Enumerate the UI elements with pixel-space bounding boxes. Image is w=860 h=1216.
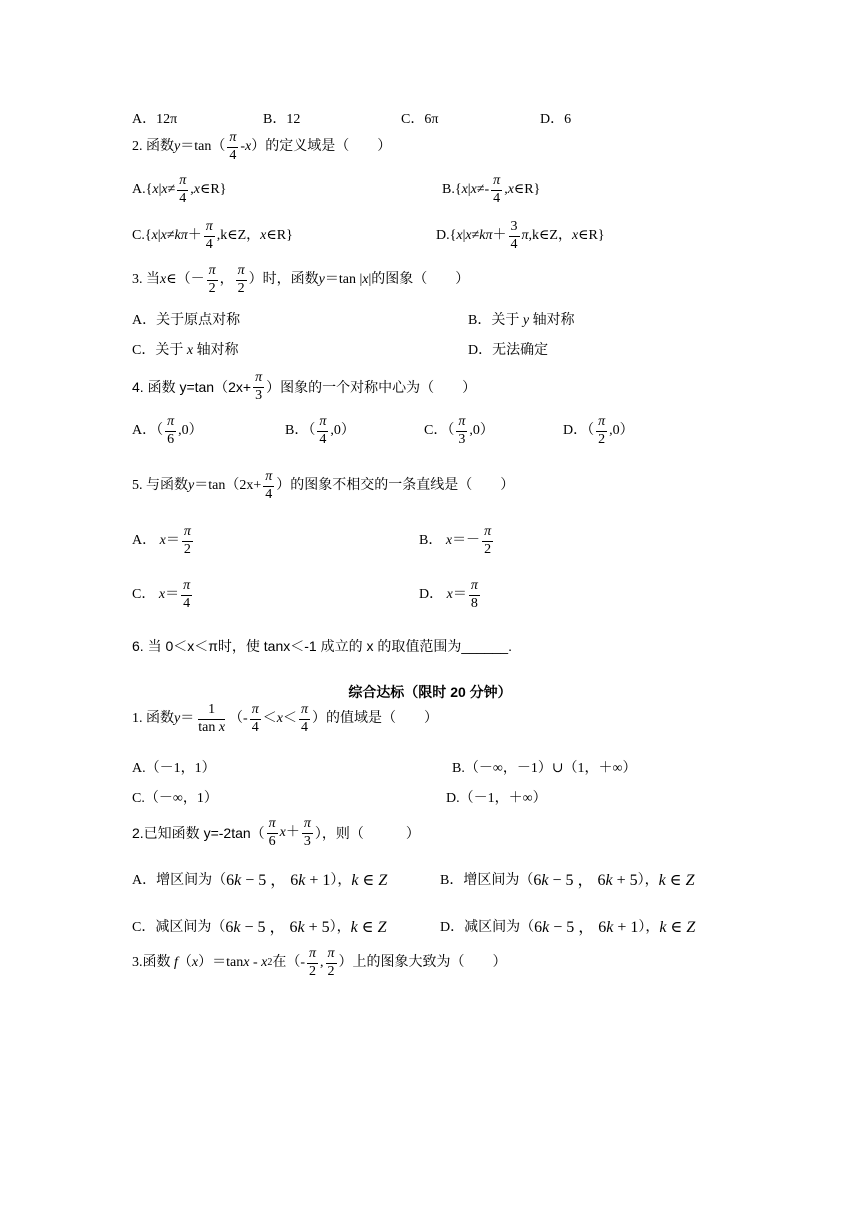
fraction [207, 264, 218, 296]
option-label: D．（ [563, 423, 595, 439]
minus-5: − 5 ， [241, 872, 291, 889]
set-r: ∈R} [513, 182, 541, 198]
question-2-option-c [132, 220, 293, 252]
section-question-2-option-d [440, 920, 695, 936]
fraction [317, 415, 328, 447]
set-r: ∈R} [266, 228, 293, 244]
stem-text: 3.函数 [132, 955, 171, 971]
var-x: x [191, 955, 199, 971]
fraction [509, 220, 520, 252]
num-6: 6 [289, 919, 298, 936]
question-2-option-d [436, 220, 605, 252]
var-k: k [542, 919, 550, 936]
denominator: 4 [251, 719, 259, 735]
stem-text: 2.已知函数 y=-2tan（ [132, 825, 265, 842]
option-label: B．（ [285, 423, 316, 439]
var-y: y [188, 478, 195, 494]
option-label: B．增区间为（ [440, 873, 534, 888]
var-y: y [522, 313, 530, 328]
numerator: π [307, 947, 318, 964]
fraction [236, 264, 247, 296]
option-a: A．12π [132, 112, 178, 127]
denominator: 2 [208, 280, 216, 296]
stem-text: ＝tan（ [180, 139, 226, 155]
fraction [253, 371, 264, 403]
pi: π [485, 228, 493, 244]
numerator: π [182, 525, 193, 542]
var-x: x [445, 533, 453, 549]
bar: | [158, 182, 162, 198]
option-label: D.{ [436, 228, 457, 244]
set-r: ∈R} [200, 182, 227, 198]
question-5-option-d [419, 579, 482, 611]
fraction [299, 703, 310, 735]
stem-text: ）的定义域是（ ） [251, 139, 392, 155]
section-question-2-option-b [440, 873, 694, 889]
var-x: x [507, 182, 514, 198]
num-6: 6 [225, 919, 234, 936]
fraction [196, 703, 227, 735]
close-paren: ）， [330, 873, 352, 888]
section-question-1-option-c: C.（－∞，1） [132, 791, 218, 806]
var-k: k [606, 919, 614, 936]
denominator: 4 [179, 190, 187, 206]
plus: ＋ [187, 228, 202, 244]
numerator: π [250, 703, 261, 720]
question-3-option-c [132, 339, 239, 359]
pi: π [180, 228, 188, 244]
denominator: 4 [205, 236, 213, 252]
pi: π [521, 228, 529, 244]
lt: ＜ [282, 711, 297, 727]
numerator: 3 [509, 220, 520, 237]
section-question-2-option-a [132, 873, 387, 889]
var-x: x [456, 228, 463, 244]
fraction [177, 174, 188, 206]
section-question-1-option-d: D.（－1，＋∞） [446, 791, 547, 806]
option-label: A．（ [132, 423, 164, 439]
var-x: x [446, 587, 453, 603]
comma: , [190, 182, 194, 198]
numerator: π [177, 174, 188, 191]
numerator: 1 [198, 703, 225, 720]
option-text: 轴对称 [196, 343, 239, 358]
var-x: x [571, 228, 579, 244]
var-x: x [461, 182, 468, 198]
question-3-option-b [468, 309, 575, 329]
denominator: 3 [458, 431, 466, 447]
stem-text: ）时，函数 [248, 272, 319, 288]
var-k: k [174, 228, 181, 244]
question-4-option-c [424, 415, 494, 447]
numerator: π [253, 371, 264, 388]
equals: ＝－ [452, 533, 481, 549]
denominator: 3 [255, 387, 263, 403]
fraction [181, 579, 192, 611]
var-x: x [470, 182, 477, 198]
denominator: 4 [319, 431, 327, 447]
stem-text: ）上的图象大致为（ ） [338, 955, 507, 971]
num-6: 6 [598, 919, 607, 936]
question-5-stem [132, 470, 514, 502]
option-text: ,0） [469, 423, 494, 439]
fraction [469, 579, 480, 611]
neq: ≠ [167, 182, 176, 198]
var-k: k [233, 919, 241, 936]
var-k: k [658, 872, 666, 889]
fraction [165, 415, 176, 447]
fraction [250, 703, 261, 735]
question-5-option-b [419, 525, 495, 557]
question-4-stem [132, 371, 476, 403]
fraction [302, 817, 313, 849]
option-label: D． [419, 587, 444, 603]
neq: ≠ [166, 228, 175, 244]
neq: ≠- [476, 182, 490, 198]
var-x: x [159, 533, 166, 549]
k-in-z: ,k∈Z， [528, 228, 572, 244]
numerator: π [267, 817, 278, 834]
section-question-2-option-c [132, 920, 386, 936]
option-label: C.{ [132, 228, 152, 244]
numerator: π [207, 264, 218, 281]
numerator: π [469, 579, 480, 596]
plus-5: + 5 [304, 919, 330, 936]
var-k: k [234, 872, 242, 889]
plus: ＋ [285, 825, 300, 841]
var-k: k [351, 872, 359, 889]
var-x: x [279, 825, 286, 841]
question-3-option-d: D．无法确定 [468, 343, 549, 358]
stem-text: ∈（－ [166, 272, 205, 288]
var-f: f [174, 955, 178, 971]
equals: ＝ [180, 711, 195, 727]
set-r: ∈R} [578, 228, 605, 244]
k-in-z: ∈ Z [357, 919, 387, 936]
fraction [204, 220, 215, 252]
denominator: 8 [470, 595, 478, 611]
fraction [307, 947, 318, 979]
plus: ＋ [492, 228, 507, 244]
question-2-option-b [442, 174, 540, 206]
fraction [326, 947, 337, 979]
var-k: k [479, 228, 486, 244]
question-4-option-a [132, 415, 203, 447]
open-paren: （ [177, 955, 192, 971]
close-paren: ）， [638, 920, 660, 935]
plus-1: + 1 [613, 919, 639, 936]
minus-5: − 5 ， [548, 872, 598, 889]
numerator: π [263, 470, 274, 487]
option-label: A．增区间为（ [132, 873, 227, 888]
numerator: π [181, 579, 192, 596]
var-y: y [174, 711, 181, 727]
denominator: 2 [484, 541, 492, 557]
plus-5: + 5 [612, 872, 638, 889]
lt: ＜ [262, 711, 277, 727]
option-d: D．6 [540, 112, 572, 127]
section-question-2-stem [132, 817, 420, 849]
option-text: 轴对称 [532, 313, 575, 328]
var-x: -x [240, 139, 252, 155]
var-k: k [541, 872, 549, 889]
numerator: π [227, 131, 238, 148]
neq: ≠ [471, 228, 480, 244]
k-in-z: ,k∈Z， [216, 228, 261, 244]
numerator: π [326, 947, 337, 964]
option-label: B.{ [442, 182, 462, 198]
var-k: k [350, 919, 358, 936]
section-question-1-option-b: B.（－∞，－1）∪（1，＋∞） [452, 761, 637, 776]
numerator: π [299, 703, 310, 720]
minus: - [249, 955, 262, 971]
fraction [182, 525, 193, 557]
equals: ＝ [452, 587, 467, 603]
denominator: 2 [183, 541, 191, 557]
section-title: 综合达标（限时 20 分钟） [348, 684, 512, 700]
denominator: 4 [510, 236, 518, 252]
denominator: 4 [493, 190, 501, 206]
equals: ＝ [165, 533, 180, 549]
num-6: 6 [290, 872, 299, 889]
numerator: π [456, 415, 467, 432]
stem-text: ）＝tan [198, 955, 244, 971]
question-6: 6. 当 0＜x＜π时，使 tanx＜-1 成立的 x 的取值范围为______. [132, 638, 512, 654]
fraction [596, 415, 607, 447]
stem-text: 5. 与函数 [132, 478, 188, 494]
option-text: ,0） [330, 423, 355, 439]
option-label: C．（ [424, 423, 455, 439]
var-x: x [160, 228, 167, 244]
close-paren: ）， [637, 873, 659, 888]
k-in-z: ∈ Z [666, 919, 696, 936]
var-x: x [151, 228, 158, 244]
stem-text: ＝tan | [324, 272, 363, 288]
numerator: π [236, 264, 247, 281]
stem-text: ），则（ ） [314, 825, 420, 842]
denominator: 2 [309, 963, 316, 979]
question-2-stem [132, 131, 391, 163]
stem-text: 在（- [272, 955, 305, 971]
bar: | [467, 182, 471, 198]
var-y: y [174, 139, 181, 155]
var-k: k [298, 872, 306, 889]
option-text: ,0） [609, 423, 634, 439]
numerator: π [302, 817, 313, 834]
denominator: 2 [327, 963, 335, 979]
comma: ， [219, 272, 234, 288]
k-in-z: ∈ Z [358, 872, 388, 889]
option-label: C．减区间为（ [132, 920, 226, 935]
var-k: k [659, 919, 667, 936]
minus-5: − 5 ， [240, 919, 290, 936]
var-k: k [605, 872, 613, 889]
equals: ＝ [165, 587, 180, 603]
question-4-option-d [563, 415, 634, 447]
var-x: x [218, 719, 226, 735]
question-2-option-a [132, 174, 226, 206]
numerator: π [596, 415, 607, 432]
stem-text: ＝tan（2x+ [194, 478, 262, 494]
comma: , [320, 955, 324, 971]
denominator: 2 [237, 280, 245, 296]
num-6: 6 [597, 872, 606, 889]
num-6: 6 [226, 872, 235, 889]
question-5-option-c [132, 579, 194, 611]
var-x: x [152, 182, 159, 198]
option-text: ,0） [178, 423, 203, 439]
option-label: A.{ [132, 182, 153, 198]
numerator: π [165, 415, 176, 432]
option-label: B． [419, 533, 443, 549]
denominator [196, 720, 227, 736]
var-x: x [276, 711, 283, 727]
var-x: x [465, 228, 472, 244]
bar: | [462, 228, 466, 244]
tan-text: tan [198, 719, 216, 735]
numerator: π [491, 174, 502, 191]
option-label: C． [132, 587, 156, 603]
fraction [227, 131, 238, 163]
exponent: 2 [267, 957, 273, 969]
stem-text: ）的图象不相交的一条直线是（ ） [276, 478, 515, 494]
denominator: 2 [598, 431, 606, 447]
question-3-stem [132, 264, 469, 296]
var-x: x [260, 228, 267, 244]
var-k: k [297, 919, 305, 936]
stem-text: 2. 函数 [132, 139, 174, 155]
denominator: 4 [183, 595, 191, 611]
plus-1: + 1 [305, 872, 331, 889]
var-x: x [161, 182, 168, 198]
numerator: π [317, 415, 328, 432]
numerator: π [204, 220, 215, 237]
question-5-option-a [132, 525, 195, 557]
stem-text: 3. 当 [132, 272, 160, 288]
denominator: 3 [303, 833, 311, 849]
stem-text: |的图象（ ） [368, 272, 470, 288]
option-label: A． [132, 533, 157, 549]
denominator: 6 [167, 431, 175, 447]
stem-text: ）的值域是（ ） [311, 711, 438, 727]
denominator: 6 [268, 833, 276, 849]
var-x: x [243, 955, 250, 971]
question-3-option-a: A．关于原点对称 [132, 313, 241, 328]
option-text: C．关于 [132, 343, 184, 358]
comma: , [504, 182, 508, 198]
var-x: x [160, 272, 167, 288]
var-x: x [186, 343, 194, 358]
var-x: x [158, 587, 166, 603]
minus-5: − 5 ， [549, 919, 599, 936]
stem-text: 4. 函数 y=tan（2x+ [132, 379, 252, 396]
option-c: C．6π [401, 112, 439, 127]
section-question-1-stem [132, 703, 438, 735]
denominator: 4 [300, 719, 308, 735]
stem-text: ）图象的一个对称中心为（ ） [266, 379, 477, 396]
fraction [263, 470, 274, 502]
fraction [267, 817, 278, 849]
denominator: 4 [265, 486, 273, 502]
section-question-3-stem [132, 947, 507, 979]
section-question-1-option-a: A.（－1，1） [132, 761, 216, 776]
fraction [482, 525, 493, 557]
numerator: π [482, 525, 493, 542]
var-y: y [318, 272, 325, 288]
num-6: 6 [533, 872, 542, 889]
var-x: x [261, 955, 268, 971]
k-in-z: ∈ Z [665, 872, 695, 889]
option-b: B．12 [263, 112, 301, 127]
var-x: x [193, 182, 201, 198]
option-text: B．关于 [468, 313, 520, 328]
stem-text: （- [229, 711, 248, 727]
stem-text: 1. 函数 [132, 711, 174, 727]
fraction [456, 415, 467, 447]
bar: | [157, 228, 161, 244]
denominator: 4 [229, 147, 237, 163]
fraction [491, 174, 502, 206]
question-4-option-b [285, 415, 355, 447]
close-paren: ）， [329, 920, 351, 935]
option-label: D．减区间为（ [440, 920, 535, 935]
var-x: x [362, 272, 369, 288]
num-6: 6 [534, 919, 543, 936]
